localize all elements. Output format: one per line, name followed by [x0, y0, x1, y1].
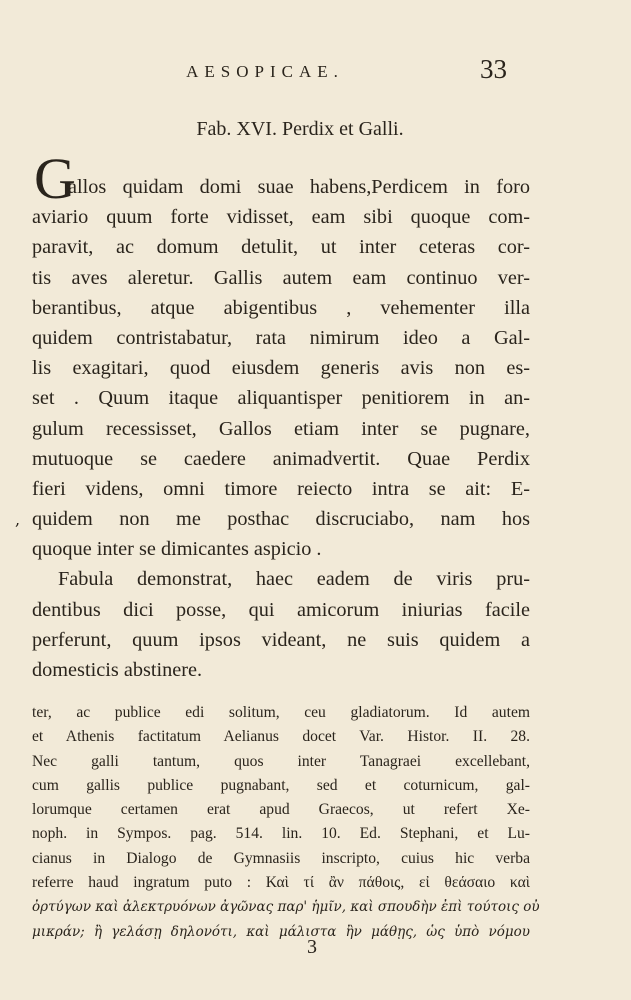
moral-line: dentibus dici posse, qui amicorum iniurias facile	[32, 598, 530, 621]
footnote-line: ter, ac publice edi solitum, ceu gladiatorum. Id autem	[32, 704, 530, 721]
text-line: allos quidam domi suae habens,Perdicem in foro	[68, 176, 530, 198]
fable-body	[32, 172, 530, 685]
text-line: fieri videns, omni timore reiecto intra se ait: E-	[32, 477, 530, 500]
text-line: mutuoque se caedere animadvertit. Quae Perdix	[32, 447, 530, 470]
signature-mark: 3	[307, 936, 317, 958]
footnote-line: cum gallis publice pugnabant, sed et coturnicum, gal-	[32, 776, 530, 794]
text-line: quidem contristabatur, rata nimirum ideo a Gal-	[32, 326, 530, 349]
text-line: quoque inter se dimicantes aspicio .	[32, 538, 322, 561]
text-line: quidem non me posthac discruciabo, nam hos	[32, 508, 530, 531]
text-line: set . Quum itaque aliquantisper penitiorem in an-	[32, 387, 530, 410]
footnote-line: et Athenis factitatum Aelianus docet Var. Histor. II. 28.	[32, 728, 530, 746]
running-title: AESOPICAE.	[186, 62, 344, 81]
moral-line: Fabula demonstrat, haec eadem de viris pru-	[58, 568, 530, 591]
footnote-line: referre haud ingratum puto : Καὶ τί ἂν πάθοις, εἰ θεάσαιο καὶ	[32, 874, 530, 892]
text-line: gulum recessisset, Gallos etiam inter se pugnare,	[32, 417, 530, 440]
footnote-line: noph. in Sympos. pag. 514. lin. 10. Ed. Stephani, et Lu-	[32, 825, 530, 843]
greek-line: ὀρτύγων καὶ ἀλεκτρυόνων ἀγῶνας παρ' ἡμῖν, καὶ σπουδὴν ἐπὶ τούτοις οὐ	[32, 899, 540, 916]
footnote-line: cianus in Dialogo de Gymnasiis inscripto, cuius hic verba	[32, 849, 530, 867]
moral-line: perferunt, quum ipsos videant, ne suis quidem a	[32, 628, 530, 651]
greek-line: μικράν; ἢ γελάσῃ δηλονότι, καὶ μάλιστα ἢν μάθῃς, ὡς ὑπὸ νόμου	[32, 923, 530, 940]
text-line: tis aves aleretur. Gallis autem eam continuo ver-	[32, 266, 530, 289]
page-number: 33	[480, 54, 507, 84]
text-line: aviario quum forte vidisset, eam sibi quoque com-	[32, 206, 530, 229]
text-line: berantibus, atque abigentibus , vehementer illa	[32, 296, 530, 319]
drop-cap: G	[34, 146, 76, 211]
text-line: lis exagitari, quod eiusdem generis avis non es-	[32, 357, 530, 380]
footnote-line: lorumque certamen erat apud Graecos, ut refert Xe-	[32, 801, 530, 819]
fable-title: Fab. XVI. Perdix et Galli.	[196, 118, 404, 140]
moral-line: domesticis abstinere.	[32, 659, 203, 681]
footnote	[32, 701, 540, 944]
margin-mark: ,	[15, 510, 21, 529]
text-line: paravit, ac domum detulit, ut inter ceteras cor-	[32, 236, 530, 259]
footnote-line: Nec galli tantum, quos inter Tanagraei excellebant,	[32, 752, 530, 770]
